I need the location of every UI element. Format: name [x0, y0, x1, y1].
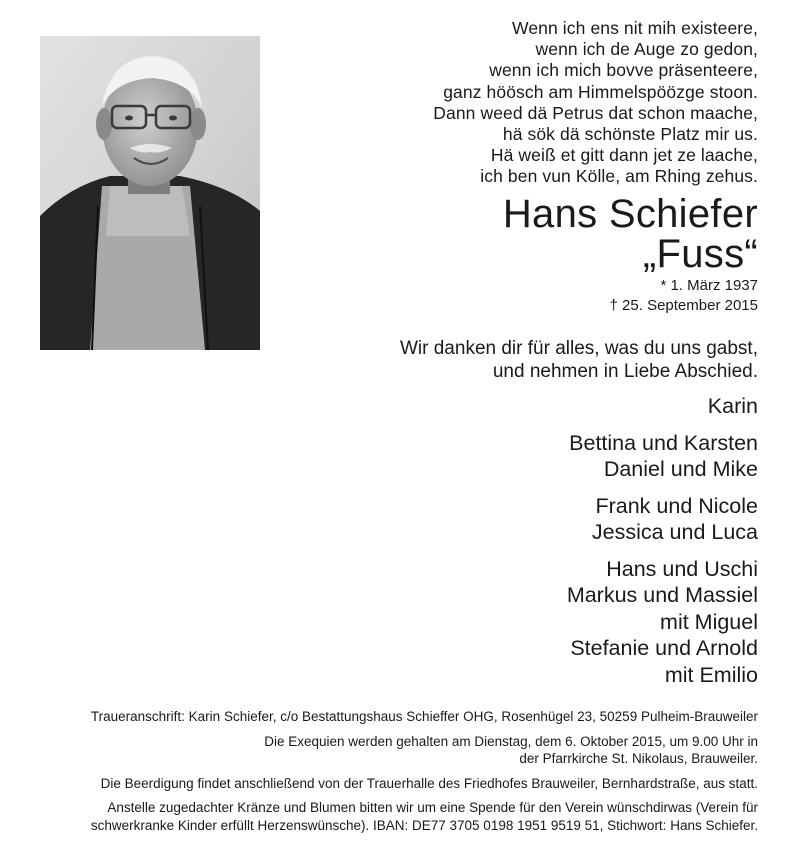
- life-dates: [358, 276, 758, 316]
- family-member: Daniel und Mike: [603, 457, 758, 481]
- poem-line: Hä weiß et gitt dann jet ze laache,: [490, 145, 758, 166]
- family-member: Karin: [707, 394, 758, 418]
- family-group: [308, 430, 758, 483]
- poem-line: Wenn ich ens nit mih existeere,: [512, 18, 758, 38]
- thanks-text: [308, 337, 758, 383]
- poem-line: ich ben vun Kölle, am Rhing zehus.: [480, 166, 758, 187]
- death-date: † 25. September 2015: [609, 297, 758, 314]
- footer-line: Die Exequien werden gehalten am Dienstag, dem 6. Oktober 2015, um 9.00 Uhr in: [264, 733, 758, 749]
- thanks-line: und nehmen in Liebe Abschied.: [492, 361, 758, 382]
- family-group: [308, 493, 758, 546]
- footer-line: Die Beerdigung findet anschließend von der Trauerhalle des Friedhofes Brauweiler, Bernhardstraße, aus statt.: [100, 775, 758, 791]
- burial-notice: [38, 775, 758, 793]
- poem-line: hä sök dä schönste Platz mir us.: [502, 124, 758, 145]
- family-member: Frank und Nicole: [595, 493, 758, 518]
- footer-line: Traueranschrift: Karin Schiefer, c/o Bestattungshaus Schieffer OHG, Rosenhügel 23, 50259 Pulheim-Brauweiler: [90, 709, 758, 724]
- birth-date: * 1. März 1937: [660, 277, 758, 294]
- deceased-nickname: „Fuss“: [642, 232, 758, 276]
- family-member: Hans und Uschi: [606, 556, 758, 581]
- poem-line: ganz höösch am Himmelspöözge stoon.: [443, 81, 758, 102]
- family-member: mit Emilio: [664, 662, 758, 687]
- poem-line: wenn ich mich bovve präsenteere,: [489, 60, 758, 81]
- poem-line: wenn ich de Auge zo gedon,: [535, 39, 758, 60]
- family-member: Stefanie und Arnold: [570, 636, 758, 660]
- deceased-name: Hans Schiefer: [502, 192, 758, 236]
- deceased-name-block: [338, 194, 758, 274]
- family-member: Bettina und Karsten: [569, 430, 758, 455]
- footer-notices: [38, 708, 758, 841]
- poem: [238, 18, 758, 188]
- thanks-line: Wir danken dir für alles, was du uns gabst,: [399, 338, 758, 359]
- family-group: [308, 556, 758, 689]
- family-list: [308, 393, 758, 698]
- donation-notice: [38, 799, 758, 834]
- family-member: Jessica und Luca: [591, 520, 758, 544]
- family-group: [308, 393, 758, 420]
- footer-line: schwerkranke Kinder erfüllt Herzenswünsche). IBAN: DE77 3705 0198 1951 9519 51, Stichwort: Hans Schiefer.: [90, 817, 758, 833]
- footer-line: Anstelle zugedachter Kränze und Blumen bitten wir um eine Spende für den Verein wünschdirwas (Verein für: [107, 800, 758, 815]
- family-member: Markus und Massiel: [566, 583, 758, 607]
- portrait-photo: [40, 36, 260, 350]
- mourning-address: [38, 708, 758, 726]
- funeral-mass-notice: [38, 733, 758, 768]
- family-member: mit Miguel: [660, 609, 758, 634]
- footer-line: der Pfarrkirche St. Nikolaus, Brauweiler.: [519, 751, 758, 766]
- portrait-illustration: [40, 36, 260, 350]
- poem-line: Dann weed dä Petrus dat schon maache,: [433, 102, 758, 123]
